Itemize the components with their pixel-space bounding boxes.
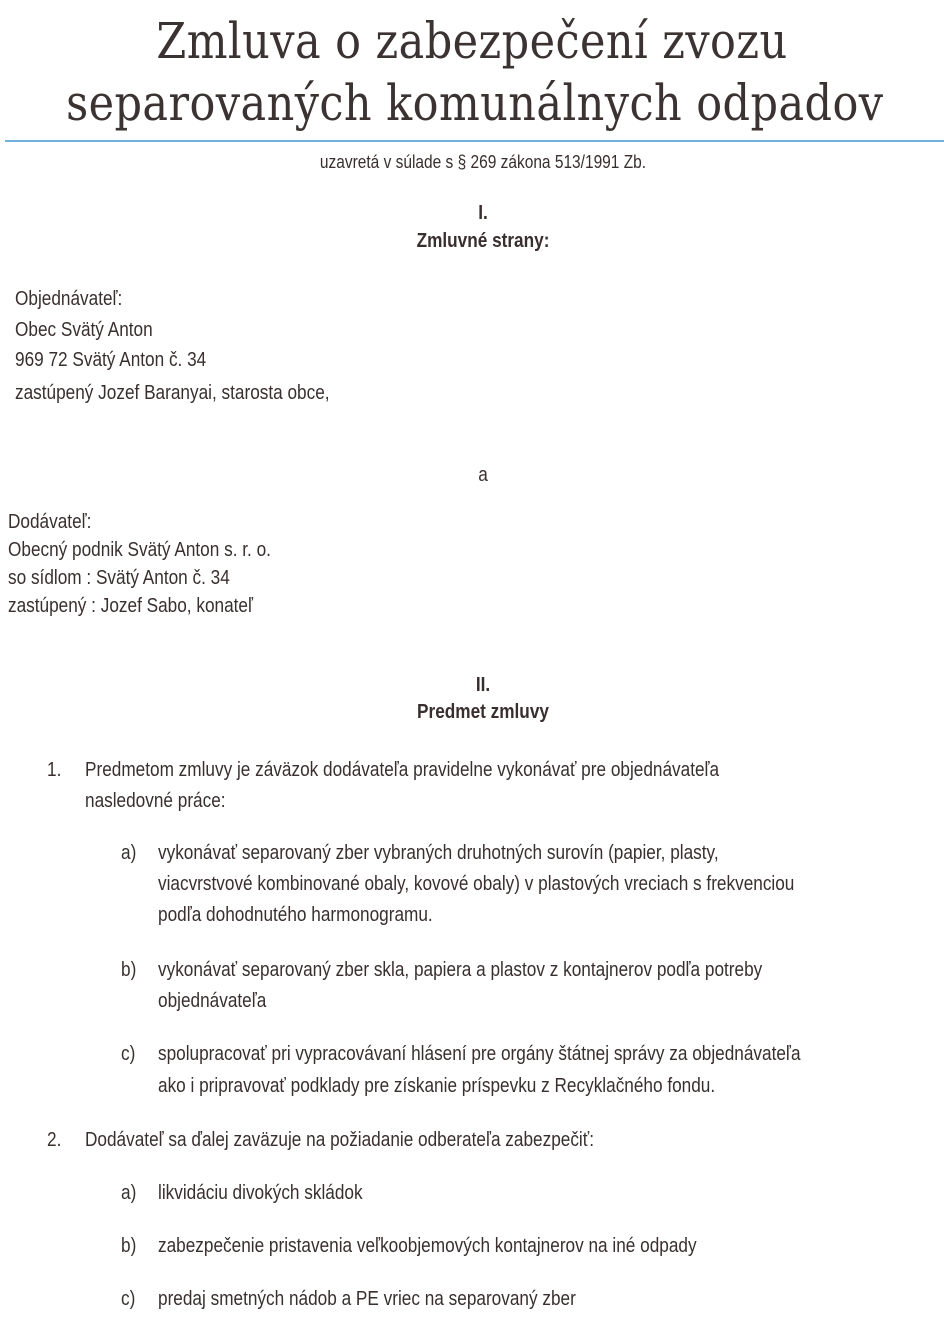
sub-marker: b)	[121, 1235, 137, 1257]
sub-item-text: objednávateľa	[158, 990, 267, 1012]
list-marker: 2.	[47, 1129, 62, 1151]
list-item-text: Dodávateľ sa ďalej zaväzuje na požiadanie odberateľa zabezpečiť:	[85, 1129, 594, 1151]
sub-item-text: vykonávať separovaný zber skla, papiera a plastov z kontajnerov podľa potreby	[158, 959, 763, 981]
supplier-name: Obecný podnik Svätý Anton s. r. o.	[8, 539, 271, 561]
document-title-line-2: separovaných komunálnych odpadov	[66, 74, 884, 132]
sub-item-text: viacvrstvové kombinované obaly, kovové obaly) v plastových vreciach s frekvenciou	[158, 873, 795, 895]
sub-item-text: ako i pripravovať podklady pre získanie príspevku z Recyklačného fondu.	[158, 1075, 716, 1097]
sub-marker: c)	[121, 1043, 136, 1065]
sub-item-text: vykonávať separovaný zber vybraných druhotných surovín (papier, plasty,	[158, 842, 719, 864]
sub-marker: c)	[121, 1288, 136, 1310]
orderer-address: 969 72 Svätý Anton č. 34	[15, 349, 207, 371]
sub-item-text: spolupracovať pri vypracovávaní hlásení pre orgány štátnej správy za objednávateľa	[158, 1043, 801, 1065]
section-1-heading: Zmluvné strany:	[416, 230, 550, 252]
sub-item-text: podľa dohodnutého harmonogramu.	[158, 904, 433, 926]
sub-item-text: zabezpečenie pristavenia veľkoobjemových kontajnerov na iné odpady	[158, 1235, 697, 1257]
sub-marker: a)	[121, 842, 137, 864]
supplier-representative: zastúpený : Jozef Sabo, konateľ	[8, 595, 254, 617]
section-1-number: I.	[478, 202, 488, 224]
sub-item-text: likvidáciu divokých skládok	[158, 1182, 363, 1204]
sub-marker: b)	[121, 959, 137, 981]
parties-conjunction: a	[478, 464, 488, 486]
sub-item-text: predaj smetných nádob a PE vriec na separovaný zber	[158, 1288, 576, 1310]
supplier-label: Dodávateľ:	[8, 511, 92, 533]
orderer-representative: zastúpený Jozef Baranyai, starosta obce,	[15, 382, 330, 404]
list-item-text: nasledovné práce:	[85, 790, 226, 812]
orderer-name: Obec Svätý Anton	[15, 319, 153, 341]
document-subtitle: uzavretá v súlade s § 269 zákona 513/1991 Zb.	[319, 152, 647, 172]
section-2-number: II.	[475, 674, 491, 696]
sub-marker: a)	[121, 1182, 137, 1204]
orderer-label: Objednávateľ:	[15, 288, 123, 310]
section-2-heading: Predmet zmluvy	[417, 701, 549, 723]
list-item-text: Predmetom zmluvy je záväzok dodávateľa pravidelne vykonávať pre objednávateľa	[85, 759, 720, 781]
title-divider	[5, 140, 944, 142]
document-title-line-1: Zmluva o zabezpečení zvozu	[156, 12, 788, 70]
list-marker: 1.	[47, 759, 62, 781]
supplier-seat: so sídlom : Svätý Anton č. 34	[8, 567, 230, 589]
